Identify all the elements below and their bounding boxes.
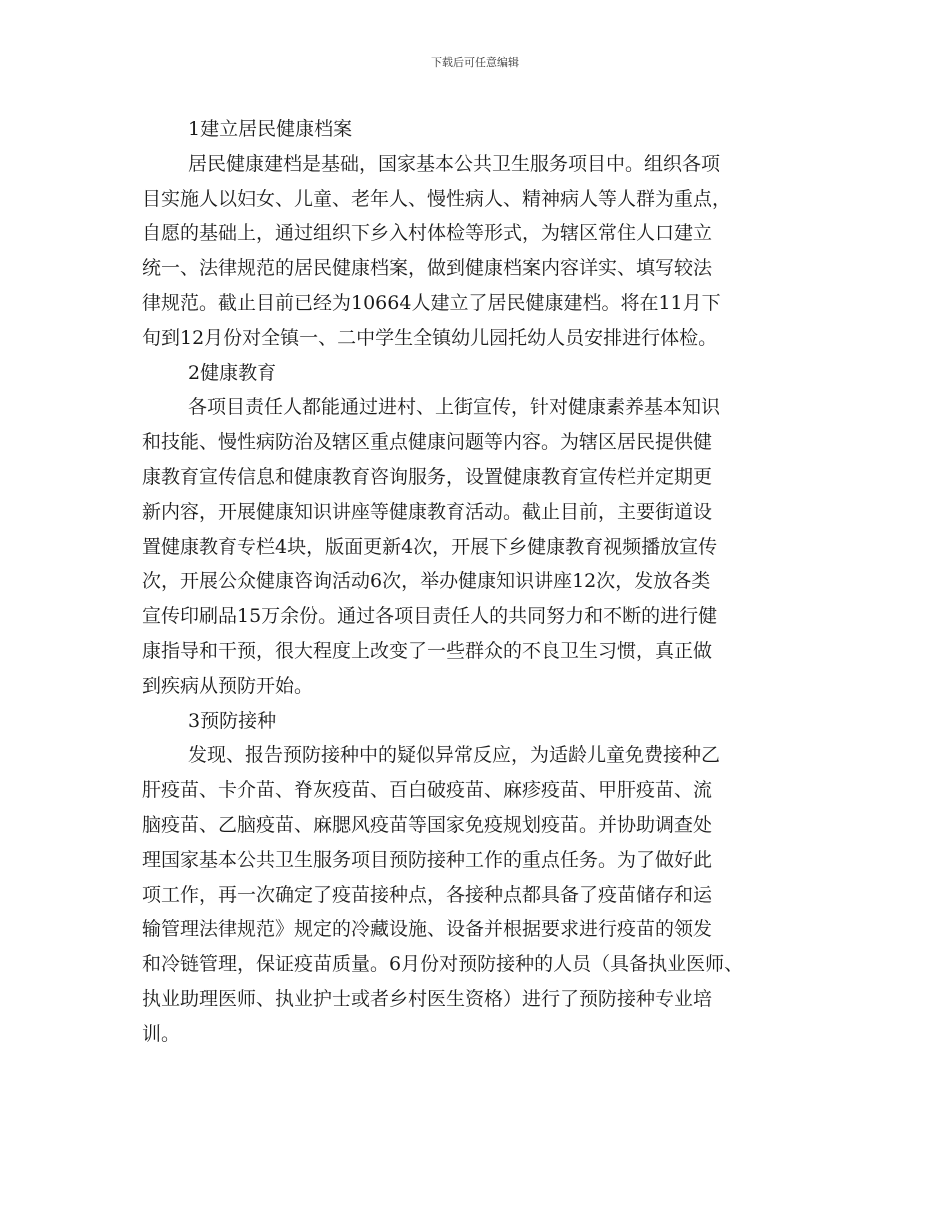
- paragraph-line: 脑疫苗、乙脑疫苗、麻腮风疫苗等国家免疫规划疫苗。并协助调查处: [142, 813, 713, 836]
- paragraph-line: 到疾病从预防开始。: [142, 674, 314, 697]
- paragraph-first-line: 各项目责任人都能通过进村、上街宣传，针对健康素养基本知识: [188, 396, 721, 419]
- paragraph-line: 律规范。截止目前已经为10664人建立了居民健康建档。将在11月下: [142, 291, 721, 314]
- paragraph-line: 和技能、慢性病防治及辖区重点健康问题等内容。为辖区居民提供健: [142, 431, 713, 454]
- paragraph-line: 新内容，开展健康知识讲座等健康教育活动。截止目前，主要街道设: [142, 500, 713, 523]
- paragraph-line: 自愿的基础上，通过组织下乡入村体检等形式，为辖区常住人口建立: [142, 222, 713, 245]
- paragraph-line: 康指导和干预，很大程度上改变了一些群众的不良卫生习惯，真正做: [142, 639, 713, 662]
- paragraph-line: 统一、法律规范的居民健康档案，做到健康档案内容详实、填写较法: [142, 257, 713, 280]
- paragraph-line: 输管理法律规范》规定的冷藏设施、设备并根据要求进行疫苗的领发: [142, 918, 713, 941]
- paragraph-line: 训。: [142, 1022, 181, 1045]
- paragraph-line: 旬到12月份对全镇一、二中学生全镇幼儿园托幼人员安排进行体检。: [142, 326, 718, 349]
- paragraph-first-line: 1建立居民健康档案: [188, 118, 353, 140]
- page-header-note: 下载后可任意编辑: [431, 56, 519, 69]
- paragraph-line: 项工作，再一次确定了疫苗接种点，各接种点都具备了疫苗储存和运: [142, 883, 713, 906]
- paragraph-line: 目实施人以妇女、儿童、老年人、慢性病人、精神病人等人群为重点，: [142, 187, 732, 210]
- paragraph-line: 肝疫苗、卡介苗、脊灰疫苗、百白破疫苗、麻疹疫苗、甲肝疫苗、流: [142, 779, 713, 802]
- paragraph-first-line: 发现、报告预防接种中的疑似异常反应，为适龄儿童免费接种乙: [188, 744, 721, 767]
- paragraph-line: 置健康教育专栏4块，版面更新4次，开展下乡健康教育视频播放宣传: [142, 535, 718, 558]
- paragraph-line: 康教育宣传信息和健康教育咨询服务，设置健康教育宣传栏并定期更: [142, 465, 713, 488]
- paragraph-first-line: 2健康教育: [188, 361, 277, 384]
- paragraph-line: 宣传印刷品15万余份。通过各项目责任人的共同努力和不断的进行健: [142, 605, 718, 628]
- document-body: [0, 112, 950, 1052]
- paragraph-first-line: 3预防接种: [188, 709, 277, 732]
- paragraph-line: 和冷链管理，保证疫苗质量。6月份对预防接种的人员（具备执业医师、: [142, 953, 744, 976]
- paragraph-line: 次，开展公众健康咨询活动6次，举办健康知识讲座12次，发放各类: [142, 570, 711, 593]
- paragraph-first-line: 居民健康建档是基础，国家基本公共卫生服务项目中。组织各项: [188, 152, 721, 175]
- paragraph-line: 理国家基本公共卫生服务项目预防接种工作的重点任务。为了做好此: [142, 848, 713, 871]
- paragraph-line: 执业助理医师、执业护士或者乡村医生资格）进行了预防接种专业培: [142, 987, 713, 1010]
